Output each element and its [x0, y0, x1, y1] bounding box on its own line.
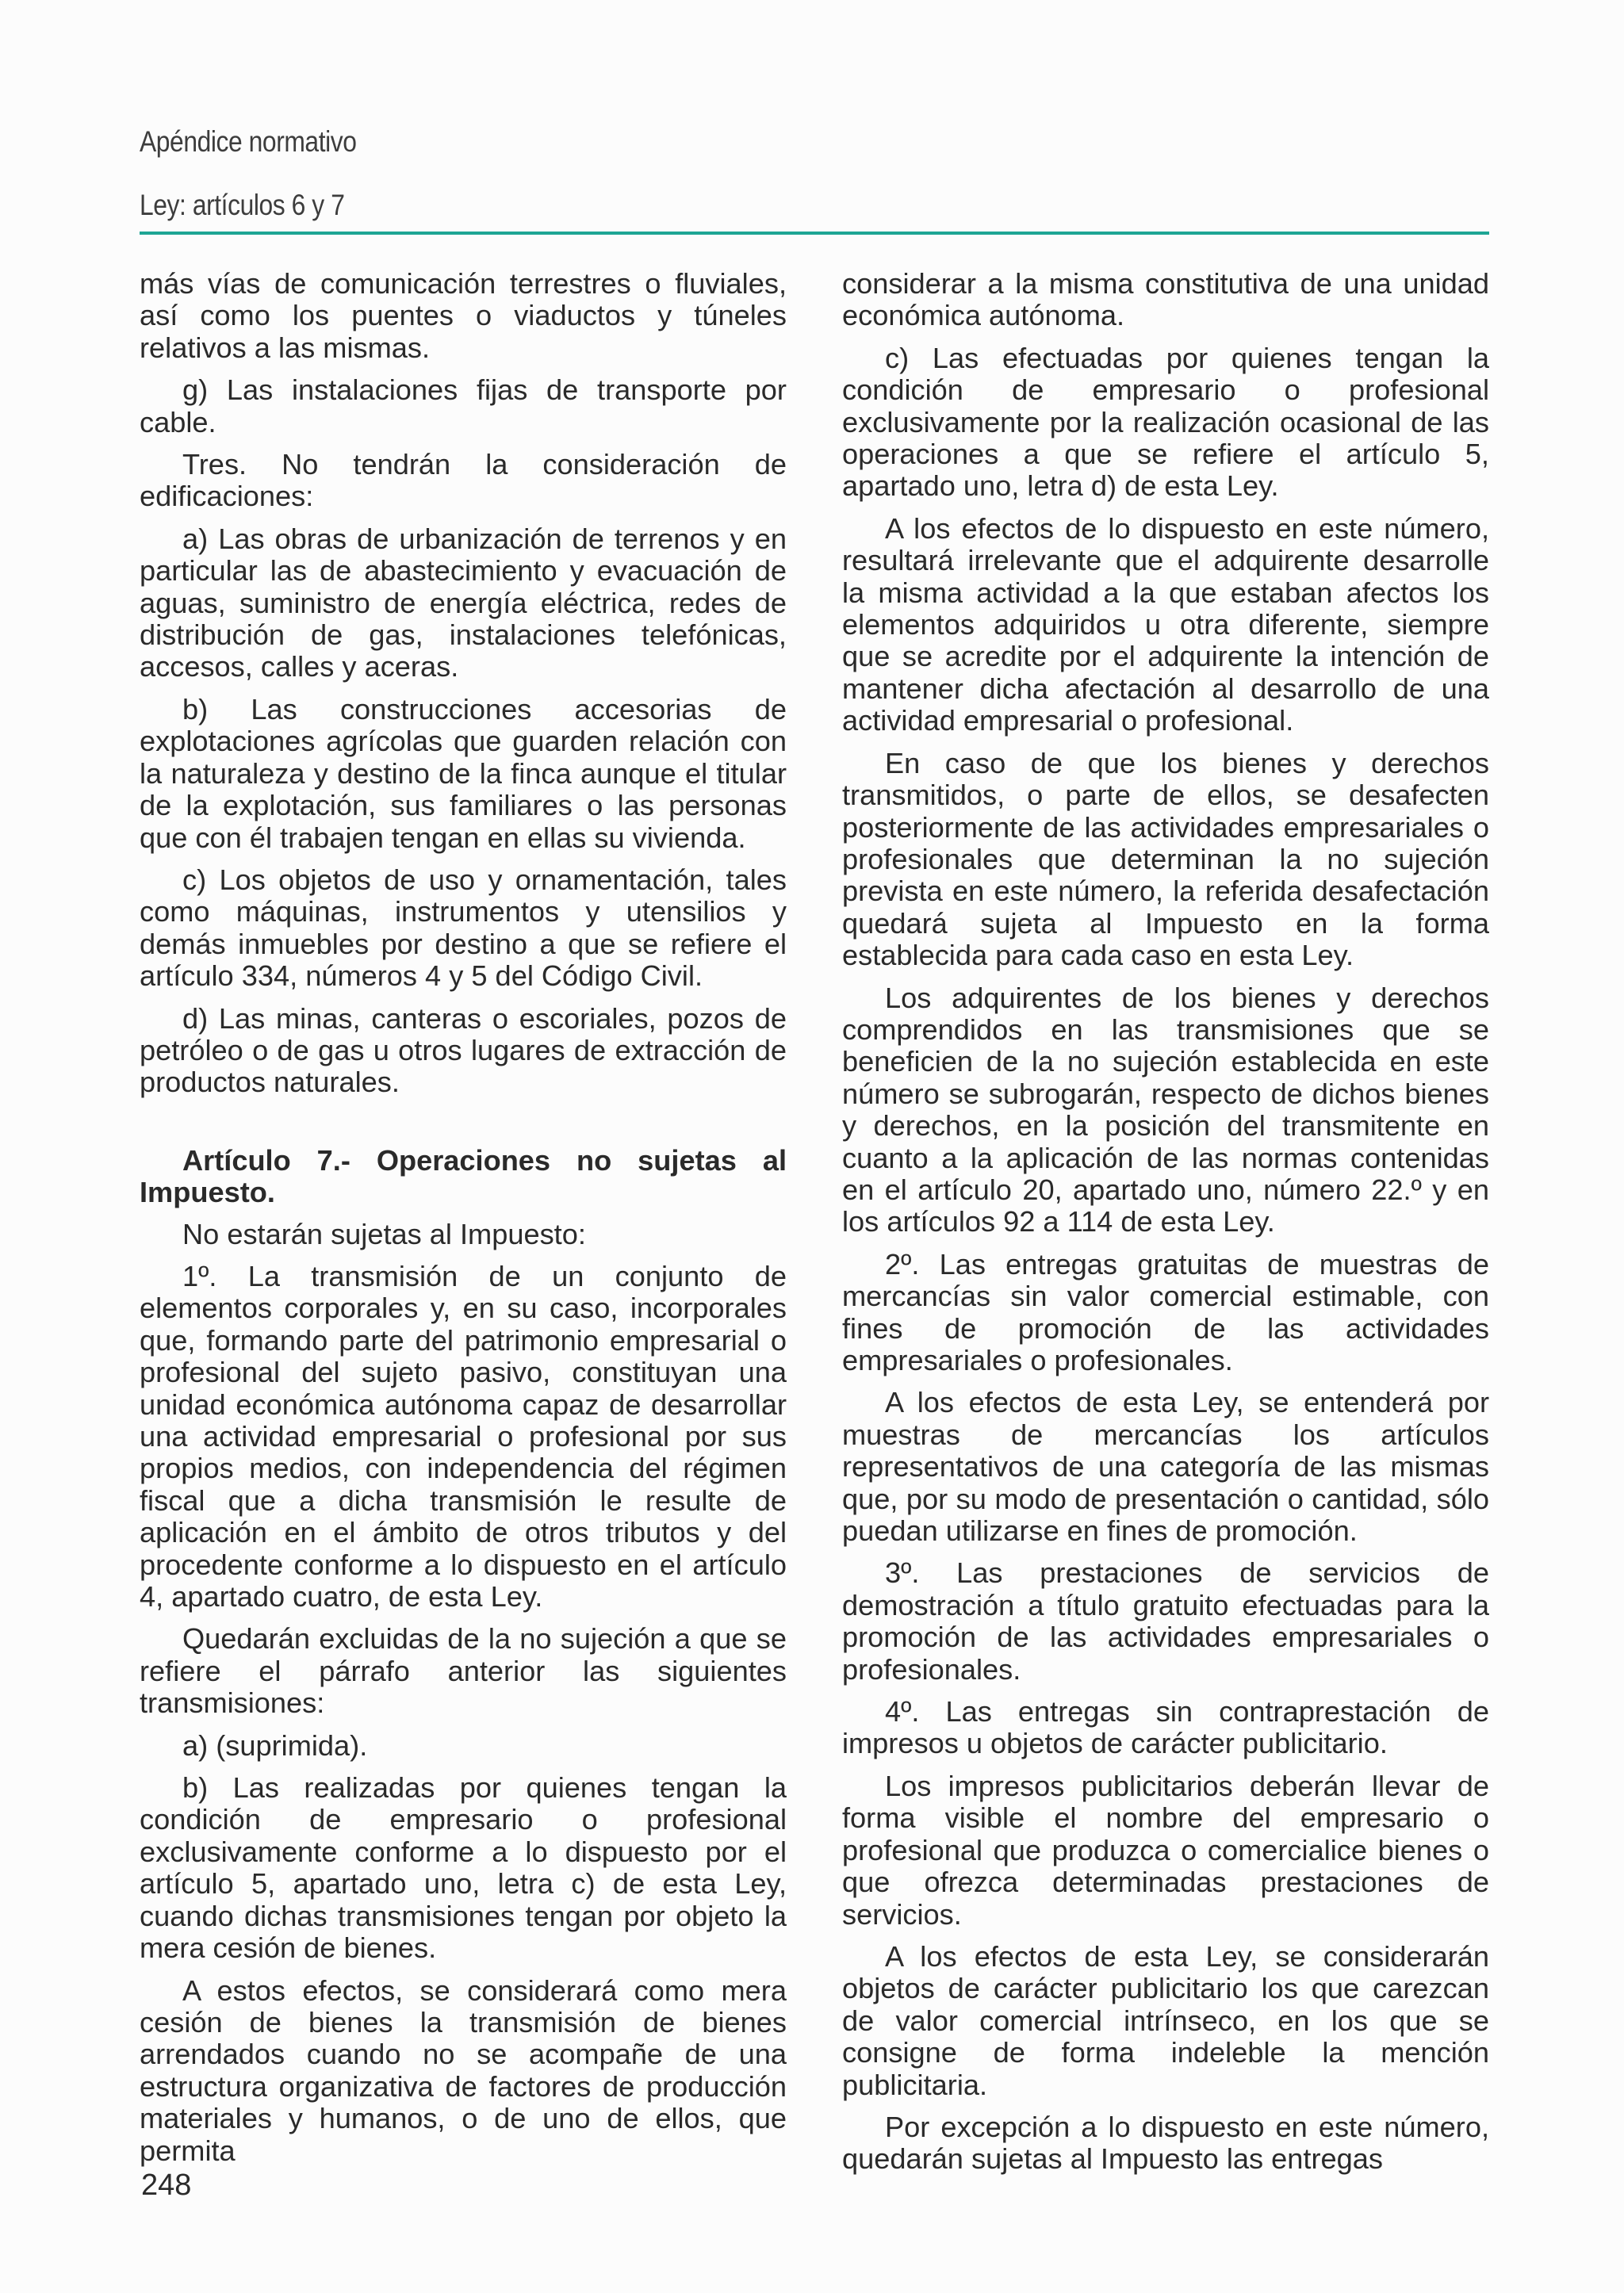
paragraph: No estarán sujetas al Impuesto:: [182, 1217, 586, 1250]
article-heading: Artículo 7.- Operaciones no sujetas al Impuesto.: [140, 1143, 787, 1209]
running-head-articles: Ley: artículos 6 y 7: [140, 189, 345, 221]
paragraph: 2º. Las entregas gratuitas de muestras de mercancías sin valor comercial estimable, con fines de promoción de las actividades empresariales o profesionales.: [842, 1247, 1489, 1376]
paragraph: Tres. No tendrán la consideración de edificaciones:: [140, 448, 787, 513]
page-number: 248: [141, 2169, 192, 2202]
header-rule: [140, 232, 1489, 235]
paragraph: c) Las efectuadas por quienes tengan la condición de empresario o profesional exclusivamente por la realización ocasional de las operaciones a que se refiere el artículo 5, apartado uno, letra d) de esta Ley.: [842, 341, 1489, 503]
paragraph: considerar a la misma constitutiva de una unidad económica autónoma.: [842, 267, 1489, 332]
paragraph: a) (suprimida).: [182, 1728, 368, 1762]
left-column: [140, 268, 787, 2177]
paragraph: Quedarán excluidas de la no sujeción a que se refiere el párrafo anterior las siguientes transmisiones:: [140, 1622, 787, 1720]
paragraph: A los efectos de esta Ley, se entenderá por muestras de mercancías los artículos representativos de una categoría de las mismas que, por su modo de presentación o cantidad, sólo puedan utilizarse en fines de promoción.: [842, 1386, 1489, 1548]
paragraph: c) Los objetos de uso y ornamentación, tales como máquinas, instrumentos y utensilios y demás inmuebles por destino a que se refiere el artículo 334, números 4 y 5 del Código Civil.: [140, 863, 787, 993]
paragraph: A los efectos de lo dispuesto en este número, resultará irrelevante que el adquirente desarrolle la misma actividad a la que estaban afectos los elementos adquiridos u otra diferente, siempre que se acredite por el adquirente la intención de mantener dicha afectación al desarrollo de una actividad empresarial o profesional.: [842, 511, 1489, 737]
running-head-section: Apéndice normativo: [140, 125, 357, 158]
paragraph: más vías de comunicación terrestres o fluviales, así como los puentes o viaductos y túneles relativos a las mismas.: [140, 267, 787, 364]
right-column: [842, 268, 1489, 2186]
paragraph: d) Las minas, canteras o escoriales, pozos de petróleo o de gas u otros lugares de extracción de productos naturales.: [140, 1001, 787, 1099]
paragraph: En caso de que los bienes y derechos transmitidos, o parte de ellos, se desafecten posteriormente de las actividades empresariales o profesionales que determinan la no sujeción prevista en este número, la referida desafectación quedará sujeta al Impuesto en la forma establecida para cada caso en esta Ley.: [842, 746, 1489, 972]
paragraph: 4º. Las entregas sin contraprestación de impresos u objetos de carácter publicitario.: [842, 1695, 1489, 1760]
paragraph: 3º. Las prestaciones de servicios de demostración a título gratuito efectuadas para la promoción de las actividades empresariales o profesionales.: [842, 1556, 1489, 1686]
paragraph: Por excepción a lo dispuesto en este número, quedarán sujetas al Impuesto las entregas: [842, 2110, 1489, 2176]
paragraph: 1º. La transmisión de un conjunto de elementos corporales y, en su caso, incorporales que, formando parte del patrimonio empresarial o profesional del sujeto pasivo, constituyan una unidad económica autónoma capaz de desarrollar una actividad empresarial o profesional por sus propios medios, con independencia del régimen fiscal que a dicha transmisión le resulte de aplicación en el ámbito de otros tributos y del procedente conforme a lo dispuesto en el artículo 4, apartado cuatro, de esta Ley.: [140, 1259, 787, 1614]
paragraph: Los impresos publicitarios deberán llevar de forma visible el nombre del empresario o profesional que produzca o comercialice bienes o que ofrezca determinadas prestaciones de servicios.: [842, 1769, 1489, 1931]
paragraph: A los efectos de esta Ley, se considerarán objetos de carácter publicitario los que carezcan de valor comercial intrínseco, en los que se consigne de forma indeleble la mención publicitaria.: [842, 1939, 1489, 2101]
paragraph: b) Las construcciones accesorias de explotaciones agrícolas que guarden relación con la naturaleza y destino de la finca aunque el titular de la explotación, sus familiares o las personas que con él trabajen tengan en ellas su vivienda.: [140, 692, 787, 854]
paragraph: a) Las obras de urbanización de terrenos y en particular las de abastecimiento y evacuación de aguas, suministro de energía eléctrica, redes de distribución de gas, instalaciones telefónicas, accesos, calles y aceras.: [140, 522, 787, 683]
paragraph: A estos efectos, se considerará como mera cesión de bienes la transmisión de bienes arrendados cuando no se acompañe de una estructura organizativa de factores de producción materiales y humanos, o de uno de ellos, que permita: [140, 1973, 787, 2167]
paragraph: g) Las instalaciones fijas de transporte por cable.: [140, 373, 787, 438]
paragraph: Los adquirentes de los bienes y derechos comprendidos en las transmisiones que se beneficien de la no sujeción establecida en este número se subrogarán, respecto de dichos bienes y derechos, en la posición del transmitente en cuanto a la aplicación de las normas contenidas en el artículo 20, apartado uno, número 22.º y en los artículos 92 a 114 de esta Ley.: [842, 981, 1489, 1238]
paragraph: b) Las realizadas por quienes tengan la condición de empresario o profesional exclusivamente conforme a lo dispuesto por el artículo 5, apartado uno, letra c) de esta Ley, cuando dichas transmisiones tengan por objeto la mera cesión de bienes.: [140, 1771, 787, 1965]
